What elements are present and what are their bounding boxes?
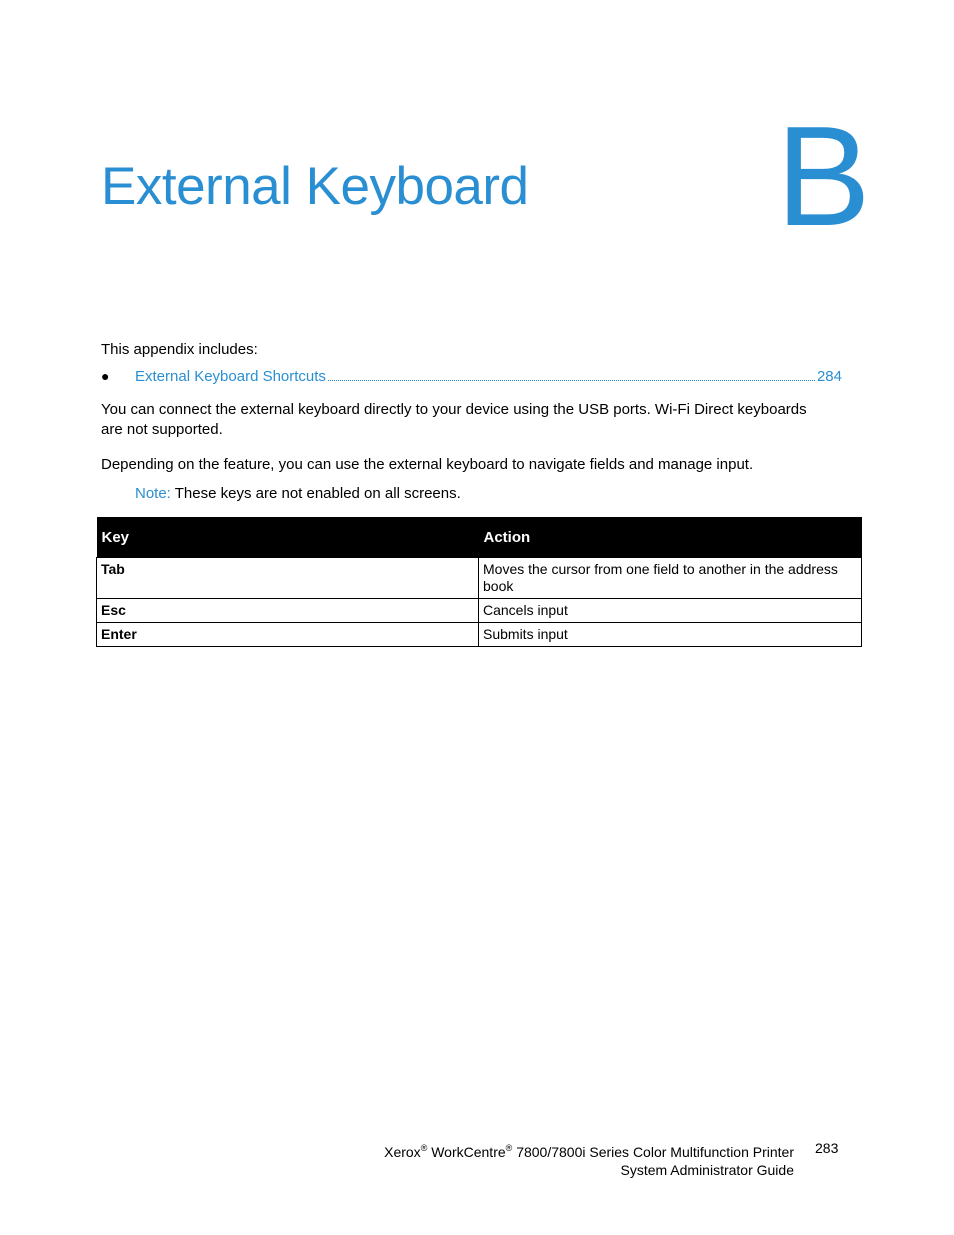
table-row xyxy=(97,623,862,647)
footer-brand: Xerox xyxy=(384,1144,421,1160)
action-cell: Submits input xyxy=(479,623,862,647)
table-header-row xyxy=(97,517,862,558)
note-text: These keys are not enabled on all screens. xyxy=(174,485,461,502)
footer-product-line xyxy=(384,1139,794,1161)
paragraph-usb: You can connect the external keyboard directly to your device using the USB ports. Wi-Fi Direct keyboards are not supported. xyxy=(101,401,807,438)
action-cell: Moves the cursor from one field to another in the address book xyxy=(479,558,862,599)
page-number: 283 xyxy=(815,1140,839,1156)
column-header-action: Action xyxy=(479,517,862,558)
column-header-key: Key xyxy=(97,517,479,558)
paragraph-navigate: Depending on the feature, you can use the external keyboard to navigate fields and manage input. xyxy=(101,456,754,473)
note-label: Note: xyxy=(135,485,171,502)
note xyxy=(135,484,461,504)
table-row xyxy=(97,558,862,599)
key-cell: Enter xyxy=(97,623,479,647)
appendix-intro: This appendix includes: xyxy=(101,341,258,358)
footer-model: 7800/7800i Series Color Multifunction Printer xyxy=(516,1144,794,1160)
chapter-title: External Keyboard xyxy=(101,157,529,216)
toc-link-external-keyboard-shortcuts[interactable]: External Keyboard Shortcuts xyxy=(135,368,326,385)
key-cell: Tab xyxy=(97,558,479,599)
action-cell: Cancels input xyxy=(479,599,862,623)
toc-page-number[interactable]: 284 xyxy=(816,368,842,385)
toc-entry xyxy=(101,366,842,386)
key-cell: Esc xyxy=(97,599,479,623)
page-footer xyxy=(384,1139,794,1179)
bullet-icon: ● xyxy=(101,368,110,384)
table-row xyxy=(97,599,862,623)
footer-product: WorkCentre xyxy=(431,1144,506,1160)
registered-mark: ® xyxy=(420,1143,428,1153)
toc-dot-leader xyxy=(328,379,815,381)
chapter-letter: B xyxy=(776,97,871,256)
footer-guide: System Administrator Guide xyxy=(620,1162,794,1178)
registered-mark: ® xyxy=(505,1143,513,1153)
keyboard-shortcuts-table xyxy=(96,517,862,647)
